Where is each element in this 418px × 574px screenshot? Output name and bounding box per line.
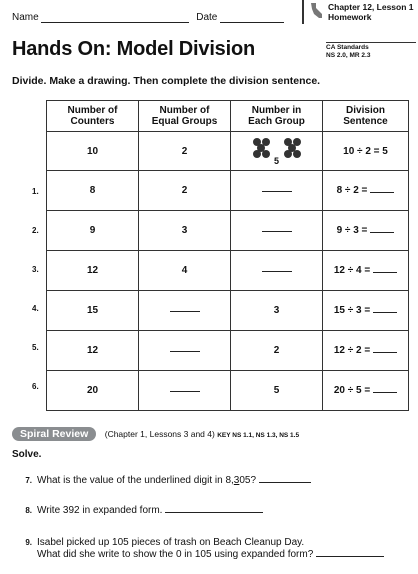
table-row — [47, 211, 409, 251]
question-number: 7. — [25, 476, 32, 485]
example-counters: 10 — [47, 132, 139, 171]
name-field[interactable] — [41, 12, 189, 23]
cell-counters: 15 — [47, 291, 139, 331]
header-counters: Number of Counters — [47, 101, 139, 132]
cell-each — [231, 251, 323, 291]
question-9: 9. Isabel picked up 105 pieces of trash on Beach Cleanup Day. What did she write to show the 0 in 105 using expanded form? — [12, 537, 384, 561]
row-number: 2. — [32, 226, 39, 235]
answer-blank[interactable] — [373, 350, 397, 353]
answer-blank[interactable] — [262, 229, 292, 232]
ca-standards — [326, 42, 416, 60]
answer-blank[interactable] — [262, 269, 292, 272]
solve-label: Solve. — [12, 449, 42, 460]
answer-blank[interactable] — [370, 230, 394, 233]
chapter-label — [328, 2, 414, 22]
cell-sentence: 9 ÷ 3 = — [323, 211, 409, 251]
name-label: Name — [12, 12, 39, 23]
answer-blank[interactable] — [170, 349, 200, 352]
division-table — [46, 100, 409, 411]
cell-sentence: 20 ÷ 5 = — [323, 371, 409, 411]
answer-blank[interactable] — [373, 390, 397, 393]
cell-each: 3 — [231, 291, 323, 331]
cell-counters: 8 — [47, 171, 139, 211]
name-date-line — [12, 12, 284, 23]
answer-line[interactable] — [259, 480, 311, 483]
chapter-line1: Chapter 12, Lesson 1 — [328, 2, 414, 12]
header-groups: Number of Equal Groups — [139, 101, 231, 132]
spiral-review-ref: (Chapter 1, Lessons 3 and 4) KEY NS 1.1, NS 1.3, NS 1.5 — [104, 428, 300, 439]
answer-blank[interactable] — [370, 190, 394, 193]
answer-blank[interactable] — [170, 309, 200, 312]
cell-each: 5 — [231, 371, 323, 411]
standards-codes: NS 2.0, MR 2.3 — [326, 52, 371, 59]
date-field[interactable] — [220, 12, 284, 23]
question-number: 8. — [25, 506, 32, 515]
row-number: 5. — [32, 343, 39, 352]
question-8: 8. Write 392 in expanded form. — [12, 505, 263, 517]
table-row — [47, 331, 409, 371]
spiral-review — [12, 425, 299, 441]
example-drawing — [231, 132, 323, 171]
table-row — [47, 171, 409, 211]
cell-sentence: 12 ÷ 2 = — [323, 331, 409, 371]
table-header-row — [47, 101, 409, 132]
chapter-bar — [302, 0, 304, 24]
example-each: 5 — [273, 156, 279, 166]
answer-line[interactable] — [165, 510, 263, 513]
table-row — [47, 371, 409, 411]
header-each: Number in Each Group — [231, 101, 323, 132]
row-number: 3. — [32, 265, 39, 274]
example-groups: 2 — [139, 132, 231, 171]
example-row — [47, 132, 409, 171]
row-number: 4. — [32, 304, 39, 313]
answer-blank[interactable] — [373, 310, 397, 313]
cell-groups: 3 — [139, 211, 231, 251]
cell-sentence: 12 ÷ 4 = — [323, 251, 409, 291]
spiral-review-key: KEY NS 1.1, NS 1.3, NS 1.5 — [217, 431, 300, 439]
cell-groups — [139, 371, 231, 411]
question-number: 9. — [25, 538, 32, 547]
date-label: Date — [196, 12, 218, 23]
cell-groups — [139, 331, 231, 371]
answer-blank[interactable] — [373, 270, 397, 273]
cell-counters: 9 — [47, 211, 139, 251]
row-number: 6. — [32, 382, 39, 391]
cell-groups: 2 — [139, 171, 231, 211]
row-number: 1. — [32, 187, 39, 196]
spiral-review-badge: Spiral Review — [12, 427, 96, 441]
cell-counters: 12 — [47, 331, 139, 371]
answer-blank[interactable] — [170, 389, 200, 392]
cell-counters: 12 — [47, 251, 139, 291]
instructions: Divide. Make a drawing. Then complete the division sentence. — [12, 75, 321, 87]
page-title: Hands On: Model Division — [12, 38, 255, 60]
chapter-tag — [302, 0, 418, 28]
cell-sentence: 15 ÷ 3 = — [323, 291, 409, 331]
table-row — [47, 251, 409, 291]
header-sentence: Division Sentence — [323, 101, 409, 132]
cell-each — [231, 171, 323, 211]
example-sentence: 10 ÷ 2 = 5 — [323, 132, 409, 171]
standards-label: CA Standards — [326, 44, 369, 51]
cell-each — [231, 211, 323, 251]
cell-each: 2 — [231, 331, 323, 371]
counters-drawing — [247, 136, 307, 158]
california-icon — [310, 3, 323, 19]
answer-line[interactable] — [316, 554, 384, 557]
question-7: 7. What is the value of the underlined digit in 8,305? — [12, 475, 311, 487]
underlined-digit: 3 — [233, 475, 240, 486]
answer-blank[interactable] — [262, 189, 292, 192]
cell-groups — [139, 291, 231, 331]
cell-counters: 20 — [47, 371, 139, 411]
cell-sentence: 8 ÷ 2 = — [323, 171, 409, 211]
cell-groups: 4 — [139, 251, 231, 291]
chapter-line2: Homework — [328, 12, 372, 22]
table-row — [47, 291, 409, 331]
